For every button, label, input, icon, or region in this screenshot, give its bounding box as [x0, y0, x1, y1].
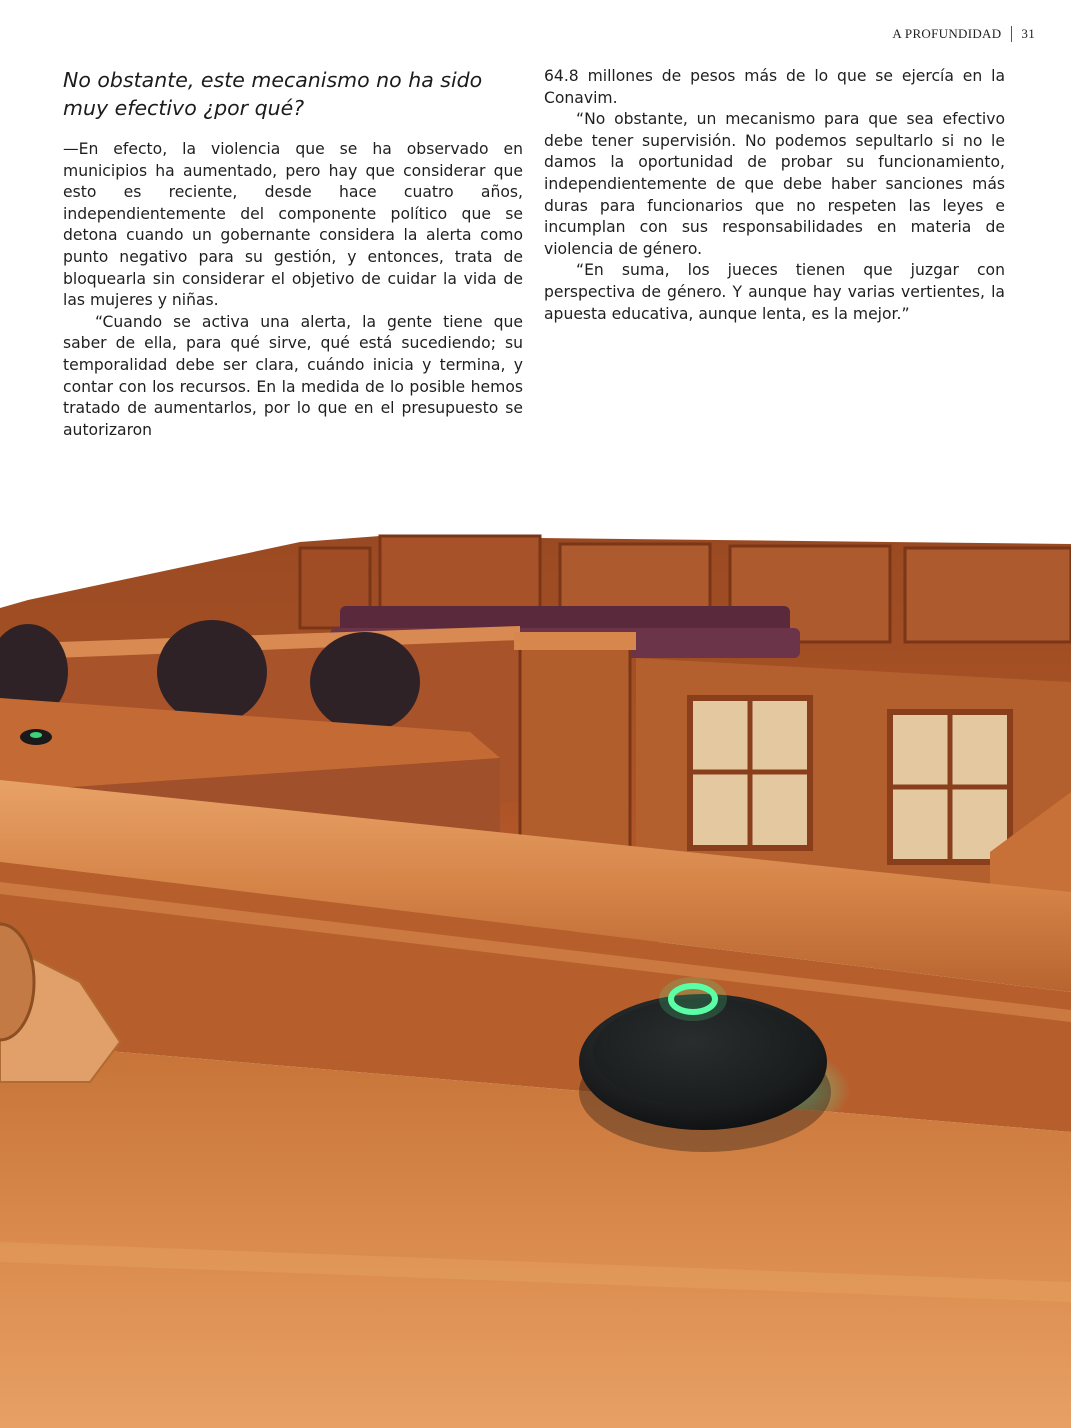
- rail-post-cap: [514, 632, 636, 650]
- wall-panel: [905, 548, 1071, 642]
- header-divider: [1011, 26, 1012, 42]
- answer-paragraph-2: “Cuando se activa una alerta, la gente tiene que saber de ella, para qué sirve, qué está sucediendo; su temporalidad debe ser clara, cuándo inicia y termina, y contar con los recursos. En la medida de lo posible hemos tratado de aumentarlos, por lo que en el presupuesto se autorizaron: [63, 312, 523, 439]
- running-head: [892, 26, 1035, 42]
- chair: [157, 620, 267, 724]
- answer-paragraph-4: “No obstante, un mecanismo para que sea efectivo debe tener supervisión. No podemos sepultarlo si no le damos la oportunidad de probar su funcionamiento, independientemente de que debe haber sanciones más duras para funcionarios que no respeten las leyes e incumplan con sus responsabilidades en materia de violencia de género.: [544, 110, 1005, 258]
- chair: [310, 632, 420, 732]
- section-name: A PROFUNDIDAD: [892, 26, 1002, 41]
- left-column: [63, 66, 523, 441]
- answer-paragraph-3: 64.8 millones de pesos más de lo que se ejercía en la Conavim.: [544, 67, 1005, 107]
- answer-paragraph-1: —En efecto, la violencia que se ha observado en municipios ha aumentado, pero hay que considerar que esto es reciente, desde hace cuatro años, independientemente del componente político que se detona cuando un gobernante considera la alerta como punto negativo para su gestión, y entonces, trata de bloquearla sin considerar el objetivo de cuidar la vida de las mujeres y niñas.: [63, 140, 523, 310]
- right-column: [544, 66, 1005, 325]
- interview-question: No obstante, este mecanismo no ha sido muy efectivo ¿por qué?: [63, 68, 483, 120]
- courtroom-photo: [0, 522, 1071, 1428]
- page-number: 31: [1021, 26, 1035, 41]
- answer-paragraph-5: “En suma, los jueces tienen que juzgar con perspectiva de género. Y aunque hay varias vertientes, la apuesta educativa, aunque lenta, es la mejor.”: [544, 261, 1005, 323]
